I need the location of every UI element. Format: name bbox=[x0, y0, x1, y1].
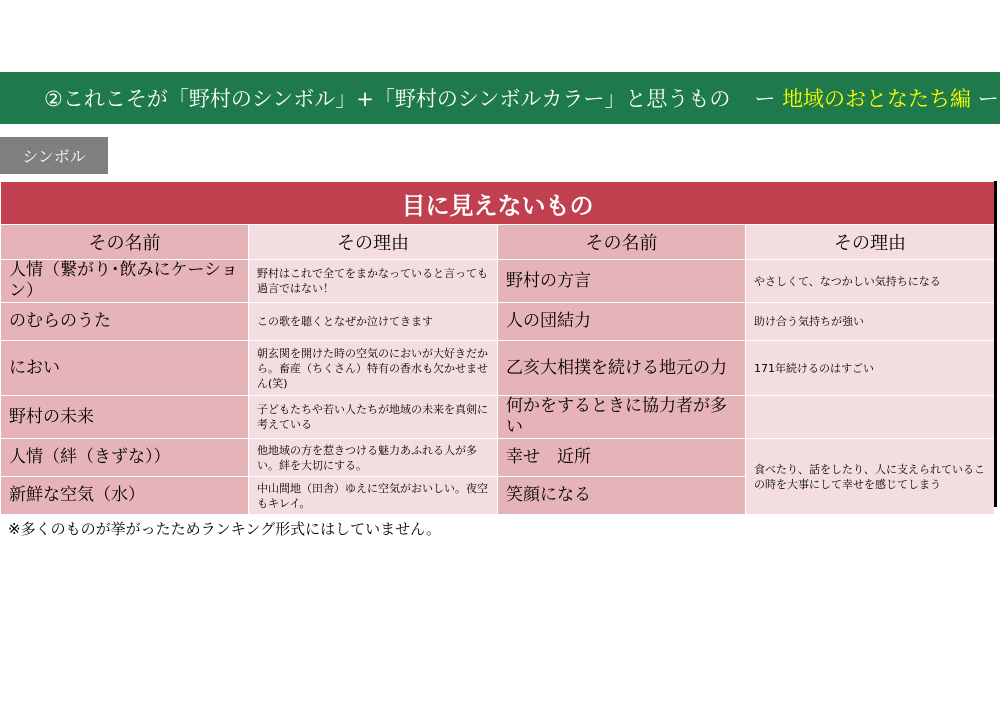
column-header-name: その名前 bbox=[498, 225, 746, 260]
subtitle-dash-left: ー bbox=[754, 87, 776, 111]
subtitle-dash-right: ー bbox=[977, 87, 999, 111]
item-name: 人の団結力 bbox=[498, 303, 746, 341]
table-header-row bbox=[1, 225, 995, 260]
column-header-reason: その理由 bbox=[249, 225, 498, 260]
item-name: のむらのうた bbox=[1, 303, 249, 341]
page-subtitle bbox=[754, 83, 998, 113]
item-reason: 子どもたちや若い人たちが地域の未来を真剣に考えている bbox=[249, 396, 498, 439]
table-banner-row bbox=[1, 182, 995, 225]
column-header-reason: その理由 bbox=[746, 225, 995, 260]
item-name: 乙亥大相撲を続ける地元の力 bbox=[498, 341, 746, 396]
item-name: 野村の未来 bbox=[1, 396, 249, 439]
section-tag: シンボル bbox=[0, 137, 108, 174]
column-header-name: その名前 bbox=[1, 225, 249, 260]
table-row bbox=[1, 439, 995, 477]
table-row bbox=[1, 396, 995, 439]
symbol-table bbox=[0, 181, 995, 515]
item-name: におい bbox=[1, 341, 249, 396]
page-title: ②これこそが「野村のシンボル」+「野村のシンボルカラー」と思うもの bbox=[44, 87, 731, 111]
table-banner: 目に見えないもの bbox=[1, 182, 995, 225]
item-name: 何かをするときに協力者が多い bbox=[498, 396, 746, 439]
item-reason: 171年続けるのはすごい bbox=[746, 341, 995, 396]
footnote: ※多くのものが挙がったためランキング形式にはしていません。 bbox=[8, 520, 442, 538]
item-reason: 中山間地（田舎）ゆえに空気がおいしい。夜空もキレイ。 bbox=[249, 477, 498, 515]
item-reason: 他地域の方を惹きつける魅力あふれる人が多い。絆を大切にする。 bbox=[249, 439, 498, 477]
item-reason: 野村はこれで全てをまかなっていると言っても過言ではない！ bbox=[249, 260, 498, 303]
item-reason: やさしくて、なつかしい気持ちになる bbox=[746, 260, 995, 303]
item-name: 幸せ 近所 bbox=[498, 439, 746, 477]
item-reason: 食べたり、話をしたり、人に支えられているこの時を大事にして幸せを感じてしまう bbox=[746, 439, 995, 515]
table-row bbox=[1, 341, 995, 396]
page-header bbox=[0, 72, 1000, 124]
item-name: 新鮮な空気（水） bbox=[1, 477, 249, 515]
item-reason: この歌を聴くとなぜか泣けてきます bbox=[249, 303, 498, 341]
table-right-border bbox=[994, 181, 997, 507]
item-reason bbox=[746, 396, 995, 439]
item-name: 野村の方言 bbox=[498, 260, 746, 303]
table-row bbox=[1, 303, 995, 341]
item-name: 人情（繋がり･飲みにケーション） bbox=[1, 260, 249, 303]
item-name: 人情（絆（きずな）） bbox=[1, 439, 249, 477]
item-reason: 助け合う気持ちが強い bbox=[746, 303, 995, 341]
item-name: 笑顔になる bbox=[498, 477, 746, 515]
subtitle-text: 地域のおとなたち編 bbox=[782, 87, 972, 111]
table-row bbox=[1, 260, 995, 303]
item-reason: 朝玄関を開けた時の空気のにおいが大好きだから。畜産（ちくさん）特有の香水も欠かせません(笑) bbox=[249, 341, 498, 396]
